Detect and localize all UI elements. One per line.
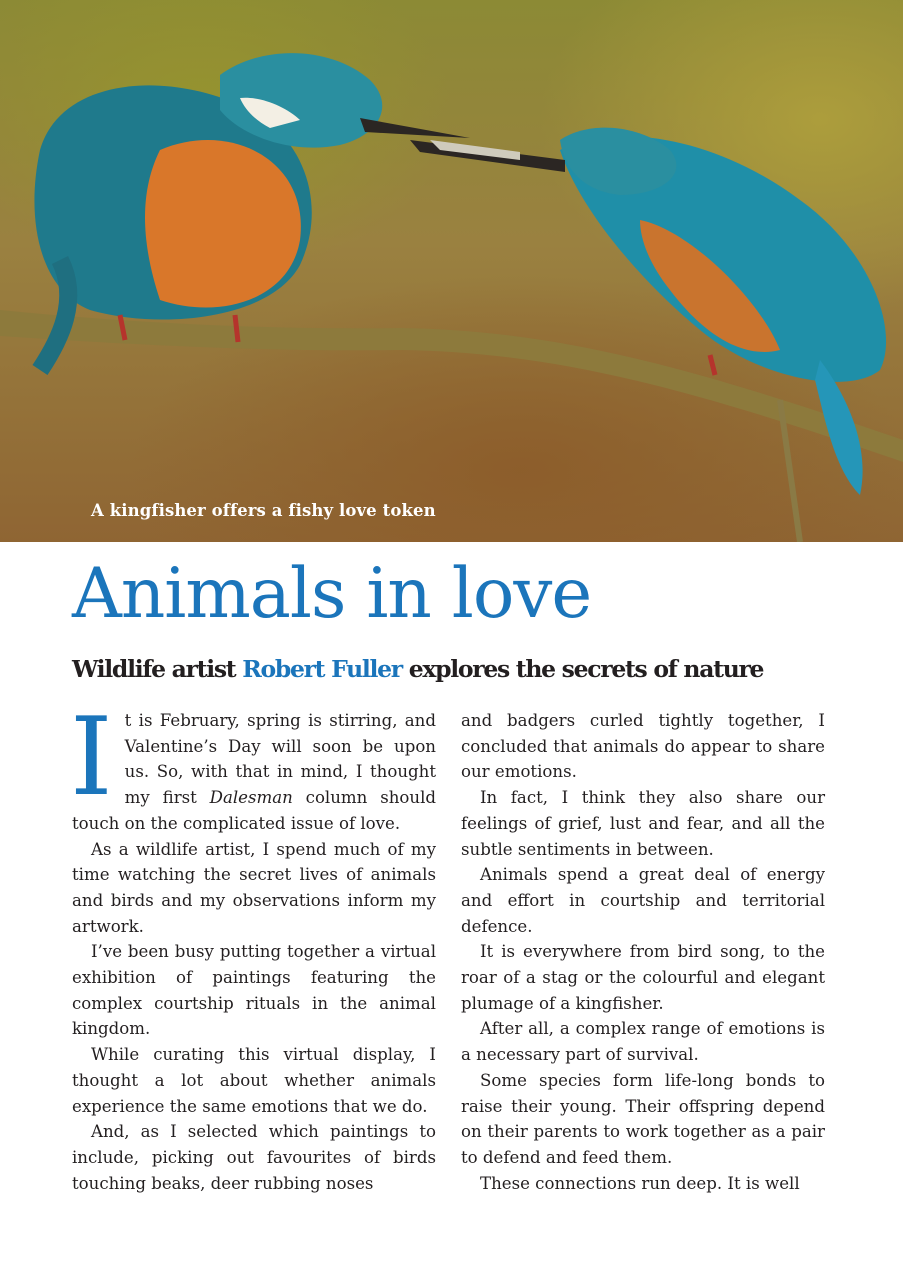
body-paragraph: While curating this virtual display, I thought a lot about whether animals experience the same emotions that we do.: [72, 1045, 436, 1116]
body-paragraph: These connections run deep. It is well: [480, 1173, 800, 1193]
photo-caption: A kingfisher offers a fishy love token: [91, 501, 436, 520]
author-name: Robert Fuller: [242, 655, 402, 683]
right-kingfisher: [410, 128, 886, 495]
body-paragraph: After all, a complex range of emotions is a necessary part of survival.: [461, 1019, 825, 1065]
body-paragraph: It is everywhere from bird song, to the roar of a stag or the colourful and elegant plumage of a kingfisher.: [461, 942, 825, 1013]
body-column-left: [70, 695, 437, 1196]
body-paragraph: I’ve been busy putting together a virtual exhibition of paintings featuring the complex courtship rituals in the animal kingdom.: [72, 942, 436, 1039]
continued-paragraph: and badgers curled tightly together, I concluded that animals do appear to share our emotions.: [461, 711, 825, 782]
publication-name: Dalesman: [209, 788, 293, 808]
kingfisher-illustration: [0, 0, 903, 542]
opening-paragraph: [70, 695, 437, 837]
standfirst-suffix: explores the secrets of nature: [401, 655, 764, 683]
standfirst-prefix: Wildlife artist: [72, 655, 243, 683]
opening-text-end: column should touch on the complicated issue of love.: [72, 788, 437, 833]
drop-cap: I: [70, 695, 113, 820]
body-column-right: [461, 708, 825, 1196]
article-title: Animals in love: [72, 554, 592, 634]
body-paragraph: In fact, I think they also share our feelings of grief, lust and fear, and all the subtle sentiments in between.: [461, 788, 825, 859]
body-paragraph: Some species form life-long bonds to raise their young. Their offspring depend on their parents to work together as a pair to defend and feed them.: [461, 1070, 825, 1167]
body-paragraph: As a wildlife artist, I spend much of my time watching the secret lives of animals and birds and my observations inform my artwork.: [72, 839, 436, 936]
body-paragraph: And, as I selected which paintings to include, picking out favourites of birds touching beaks, deer rubbing noses: [72, 1122, 436, 1193]
kingfisher-photo: [0, 0, 903, 542]
opening-text: t is February, spring is stirring, and Valentine’s Day will soon be upon us. So, with that in mind, I thought my first: [124, 711, 436, 808]
body-paragraph: Animals spend a great deal of energy and effort in courtship and territorial defence.: [461, 865, 825, 936]
article-standfirst: [72, 652, 763, 686]
